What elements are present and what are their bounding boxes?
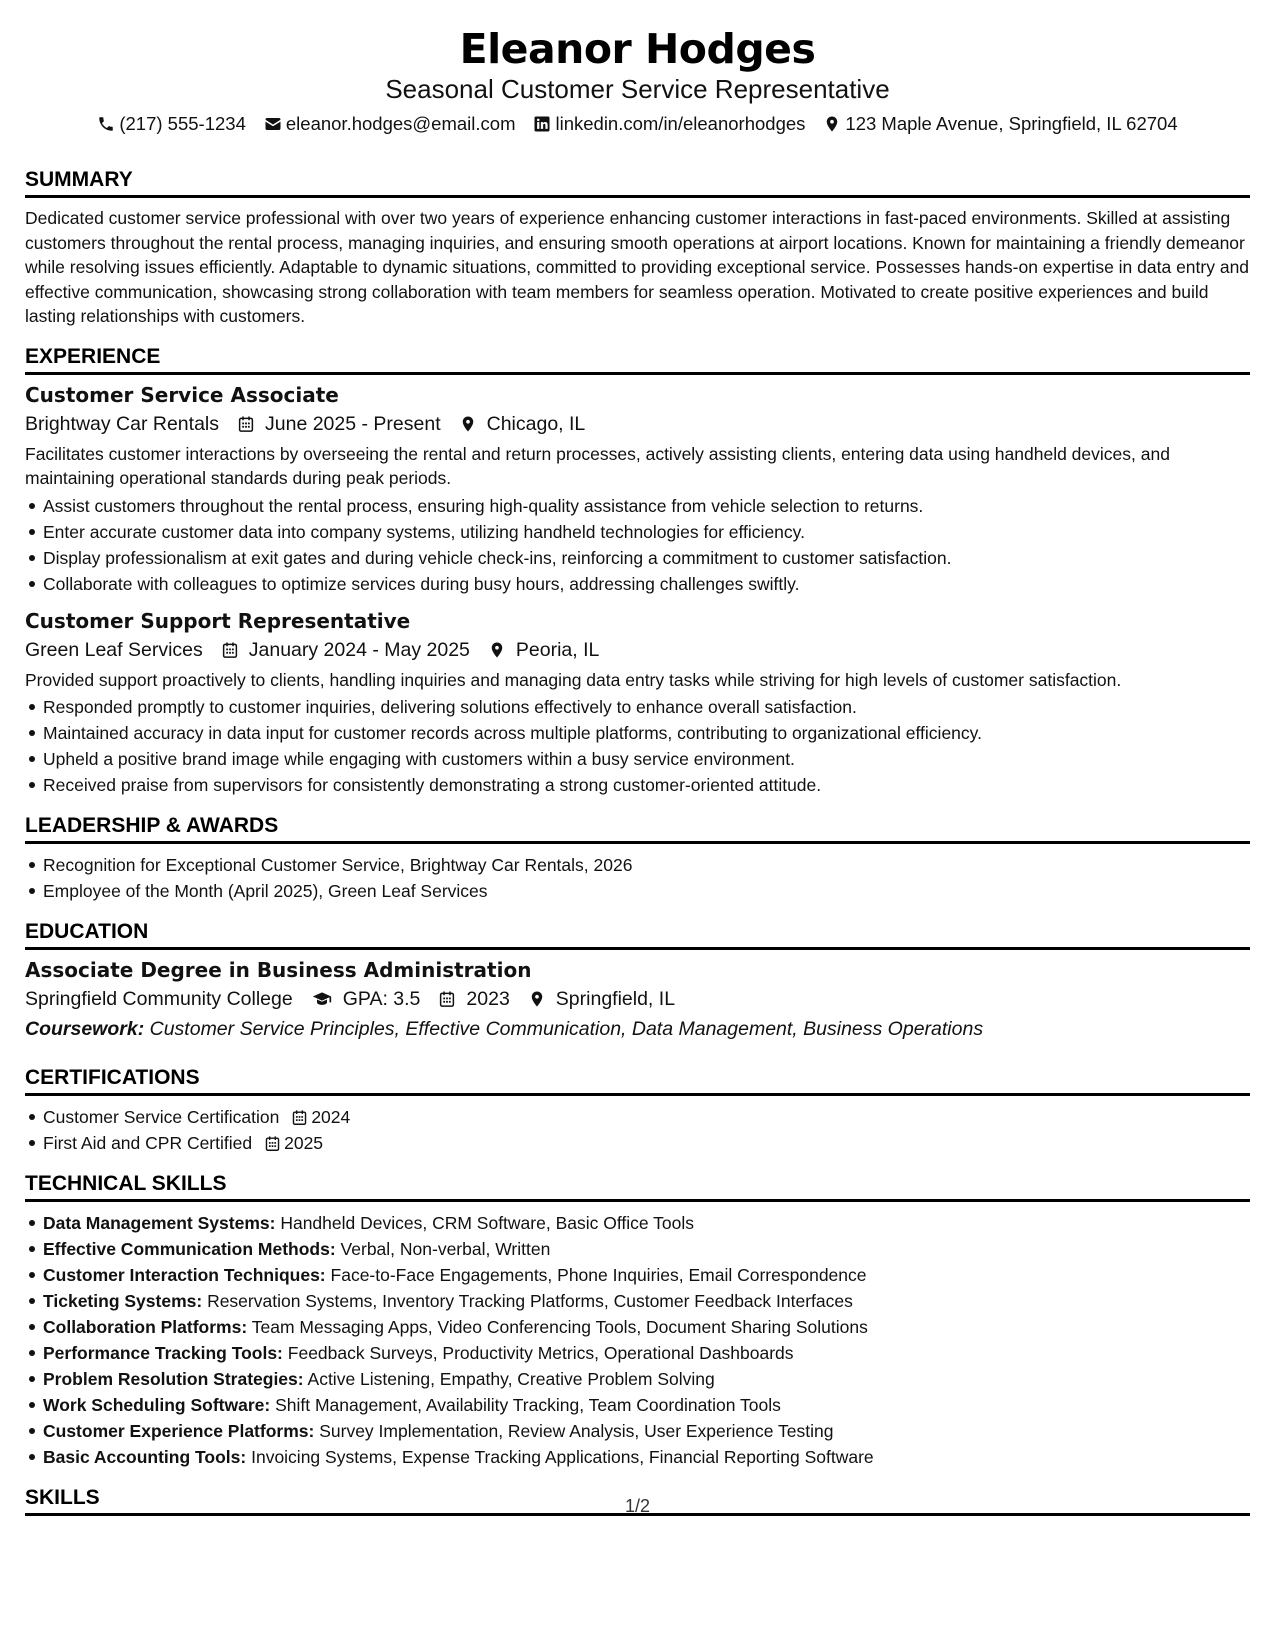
education-meta (25, 984, 1250, 1014)
list-item: Upheld a positive brand image while engaging with customers within a busy service environment. (25, 746, 1250, 772)
list-item (25, 1392, 1250, 1418)
list-item (25, 1130, 1250, 1156)
coursework-text: Customer Service Principles, Effective Communication, Data Management, Business Operations (149, 1018, 984, 1040)
calendar-icon (237, 415, 255, 433)
degree-title: Associate Degree in Business Administration (25, 958, 532, 982)
job-dates-wrap (221, 635, 470, 665)
skills-heading: SKILLS (25, 1486, 1250, 1516)
calendar-icon (291, 1109, 308, 1126)
calendar-icon (264, 1135, 281, 1152)
list-item: Collaborate with colleagues to optimize services during busy hours, addressing challenges swiftly. (25, 571, 1250, 597)
education-heading: EDUCATION (25, 920, 1250, 950)
skill-label: Effective Communication Methods: (43, 1239, 336, 1259)
job-title: Customer Service Associate (25, 382, 339, 407)
candidate-name: Eleanor Hodges (459, 25, 816, 73)
skill-label: Customer Interaction Techniques: (43, 1265, 326, 1285)
summary-heading: SUMMARY (25, 168, 1250, 198)
skill-label: Work Scheduling Software: (43, 1395, 271, 1415)
skill-label: Problem Resolution Strategies: (43, 1369, 304, 1389)
job-description: Facilitates customer interactions by overseeing the rental and return processes, actively assisting clients, entering data using handheld devices, and maintaining operational standards during peak periods. (25, 443, 1170, 488)
technical-skills-section (25, 1172, 1250, 1470)
cert-year: 2024 (311, 1107, 351, 1127)
skill-value: Team Messaging Apps, Video Conferencing Tools, Document Sharing Solutions (251, 1317, 868, 1337)
job-location-wrap (488, 635, 599, 665)
linkedin-text: linkedin.com/in/eleanorhodges (555, 113, 806, 134)
school-name: Springfield Community College (25, 988, 293, 1010)
summary-section (25, 168, 1250, 329)
gpa: GPA: 3.5 (342, 988, 421, 1010)
job-dates: January 2024 - May 2025 (248, 638, 470, 661)
skill-value: Face-to-Face Engagements, Phone Inquiries, Email Correspondence (330, 1265, 867, 1285)
summary-text: Dedicated customer service professional with over two years of experience enhancing customer interactions in fast-paced environments. Skilled at assisting customers throughout the rental process, managing inquiries, and ensuring smooth operations at airport locations. Known for maintaining a friendly demeanor while resolving issues efficiently. Adaptable to dynamic situations, committed to providing exceptional service. Possesses hands-on expertise in data entry and effective communication, showcasing strong collaboration with team members for seamless operation. Motivated to create positive experiences and build lasting relationships with customers. (25, 208, 1250, 326)
job-location: Chicago, IL (486, 412, 586, 435)
envelope-icon (264, 115, 282, 133)
list-item: Maintained accuracy in data input for customer records across multiple platforms, contributing to organizational efficiency. (25, 720, 1250, 746)
skill-value: Reservation Systems, Inventory Tracking Platforms, Customer Feedback Interfaces (207, 1291, 853, 1311)
skill-value: Verbal, Non-verbal, Written (340, 1239, 551, 1259)
leadership-section (25, 814, 1250, 904)
list-item: Received praise from supervisors for consistently demonstrating a strong customer-oriented attitude. (25, 772, 1250, 798)
contact-linkedin[interactable] (533, 110, 805, 138)
edu-location: Springfield, IL (555, 988, 676, 1010)
job-meta (25, 409, 1250, 439)
job-dates: June 2025 - Present (265, 412, 441, 435)
skill-label: Data Management Systems: (43, 1213, 276, 1233)
email-text: eleanor.hodges@email.com (285, 113, 516, 134)
phone-icon (97, 115, 115, 133)
technical-skills-list (25, 1210, 1250, 1470)
skill-value: Feedback Surveys, Productivity Metrics, Operational Dashboards (287, 1343, 794, 1363)
skill-value: Active Listening, Empathy, Creative Problem Solving (307, 1369, 715, 1389)
list-item: Assist customers throughout the rental process, ensuring high-quality assistance from vehicle selection to returns. (25, 493, 1250, 519)
resume-page (25, 0, 1250, 1650)
address-text: 123 Maple Avenue, Springfield, IL 62704 (845, 113, 1178, 134)
calendar-icon (438, 990, 456, 1008)
job-company: Brightway Car Rentals (25, 412, 219, 435)
skill-label: Customer Experience Platforms: (43, 1421, 315, 1441)
cert-year: 2025 (284, 1133, 324, 1153)
calendar-icon (221, 641, 239, 659)
job-bullets (25, 694, 1250, 798)
technical-skills-heading: TECHNICAL SKILLS (25, 1172, 1250, 1202)
list-item (25, 1288, 1250, 1314)
job-entry (25, 607, 1250, 799)
page-number: 1/2 (624, 1496, 651, 1516)
resume-header (25, 24, 1250, 138)
list-item (25, 1444, 1250, 1470)
list-item (25, 1366, 1250, 1392)
skill-value: Shift Management, Availability Tracking, Team Coordination Tools (275, 1395, 781, 1415)
job-title: Customer Support Representative (25, 608, 411, 633)
list-item: Recognition for Exceptional Customer Service, Brightway Car Rentals, 2026 (25, 852, 1250, 878)
experience-section (25, 345, 1250, 799)
certifications-heading: CERTIFICATIONS (25, 1066, 1250, 1096)
skill-value: Survey Implementation, Review Analysis, User Experience Testing (319, 1421, 834, 1441)
list-item (25, 1418, 1250, 1444)
list-item (25, 1314, 1250, 1340)
certifications-list (25, 1104, 1250, 1156)
edu-year: 2023 (466, 988, 510, 1010)
experience-heading: EXPERIENCE (25, 345, 1250, 375)
job-company: Green Leaf Services (25, 638, 203, 661)
certifications-section (25, 1066, 1250, 1156)
skill-label: Performance Tracking Tools: (43, 1343, 283, 1363)
skill-label: Collaboration Platforms: (43, 1317, 248, 1337)
list-item: Display professionalism at exit gates and during vehicle check-ins, reinforcing a commitment to customer satisfaction. (25, 545, 1250, 571)
graduation-cap-icon (311, 989, 333, 1009)
job-meta (25, 635, 1250, 665)
edu-location-wrap (528, 984, 675, 1014)
list-item (25, 1210, 1250, 1236)
list-item: Employee of the Month (April 2025), Green Leaf Services (25, 878, 1250, 904)
job-location-wrap (459, 409, 586, 439)
job-entry (25, 381, 1250, 597)
skill-label: Ticketing Systems: (43, 1291, 203, 1311)
cert-name: First Aid and CPR Certified (43, 1133, 253, 1153)
coursework (25, 1014, 1250, 1044)
candidate-title: Seasonal Customer Service Representative (385, 74, 890, 104)
list-item (25, 1236, 1250, 1262)
education-section (25, 920, 1250, 1044)
phone-text: (217) 555-1234 (119, 113, 246, 134)
map-pin-icon (488, 641, 506, 659)
leadership-list (25, 852, 1250, 904)
skill-value: Handheld Devices, CRM Software, Basic Office Tools (280, 1213, 695, 1233)
job-bullets (25, 493, 1250, 597)
job-description: Provided support proactively to clients, handling inquiries and managing data entry tasks while striving for high levels of customer satisfaction. (25, 669, 1122, 690)
contact-phone[interactable] (97, 110, 246, 138)
list-item (25, 1104, 1250, 1130)
coursework-label: Coursework: (25, 1018, 145, 1040)
map-pin-icon (459, 415, 477, 433)
list-item: Enter accurate customer data into company systems, utilizing handheld technologies for efficiency. (25, 519, 1250, 545)
edu-year-wrap (438, 984, 509, 1014)
job-dates-wrap (237, 409, 441, 439)
list-item (25, 1340, 1250, 1366)
list-item (25, 1262, 1250, 1288)
map-pin-icon (823, 115, 841, 133)
skill-value: Invoicing Systems, Expense Tracking Applications, Financial Reporting Software (251, 1447, 874, 1467)
cert-name: Customer Service Certification (43, 1107, 280, 1127)
map-pin-icon (528, 990, 546, 1008)
list-item: Responded promptly to customer inquiries, delivering solutions effectively to enhance overall satisfaction. (25, 694, 1250, 720)
job-location: Peoria, IL (515, 638, 600, 661)
contact-line (25, 110, 1250, 138)
linkedin-icon (533, 115, 551, 133)
contact-email[interactable] (264, 110, 516, 138)
skill-label: Basic Accounting Tools: (43, 1447, 247, 1467)
gpa-wrap (311, 984, 421, 1014)
contact-address (823, 110, 1177, 138)
leadership-heading: LEADERSHIP & AWARDS (25, 814, 1250, 844)
